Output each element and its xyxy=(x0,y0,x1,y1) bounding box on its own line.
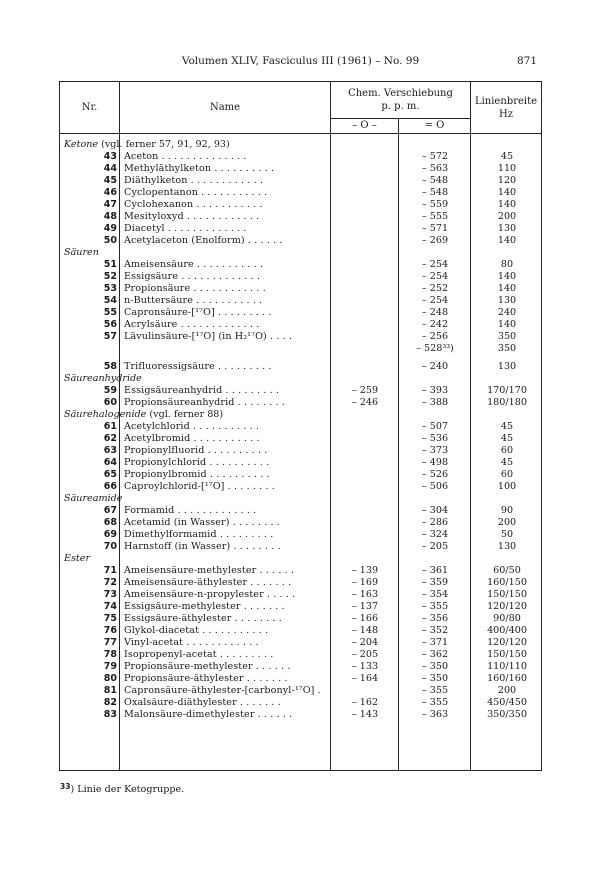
cell-shift-single-bond: – 259 xyxy=(351,385,379,396)
table-row xyxy=(60,235,543,247)
cell-name: n-Buttersäure . . . . . . . . . . . xyxy=(124,295,263,306)
section-label xyxy=(64,139,230,151)
section-heading xyxy=(60,553,543,565)
cell-name: Propionsäure-äthylester . . . . . . . xyxy=(124,673,288,684)
cell-nr: 54 xyxy=(103,295,117,306)
footnote-text: ) Linie der Ketogruppe. xyxy=(70,784,185,795)
cell-linewidth: 350 xyxy=(497,343,517,354)
cell-linewidth: 200 xyxy=(497,517,517,528)
cell-shift-double-bond: – 352 xyxy=(421,625,449,636)
section-title: Ketone xyxy=(64,139,99,150)
cell-shift-single-bond: – 143 xyxy=(351,709,379,720)
cell-nr: 56 xyxy=(103,319,117,330)
section-heading xyxy=(60,493,543,505)
header-nr: Nr. xyxy=(81,102,98,113)
table-row xyxy=(60,685,543,697)
cell-nr: 57 xyxy=(103,331,117,342)
cell-linewidth: 120/120 xyxy=(487,637,527,648)
header-shift-col2: = O xyxy=(424,120,445,131)
cell-name: Formamid . . . . . . . . . . . . . xyxy=(124,505,257,516)
section-label xyxy=(64,247,99,259)
cell-shift-double-bond: – 350 xyxy=(421,673,449,684)
cell-linewidth: 130 xyxy=(497,223,517,234)
cell-shift-double-bond: – 498 xyxy=(421,457,449,468)
cell-name: Cyclohexanon . . . . . . . . . . . xyxy=(124,199,263,210)
cell-shift-double-bond: – 371 xyxy=(421,637,449,648)
table-row xyxy=(60,649,543,661)
table-row xyxy=(60,361,543,373)
cell-shift-double-bond: – 240 xyxy=(421,361,449,372)
cell-nr: 60 xyxy=(103,397,117,408)
cell-shift-double-bond: – 254 xyxy=(421,271,449,282)
cell-shift-double-bond: – 248 xyxy=(421,307,449,318)
cell-name: Propionylchlorid . . . . . . . . . . xyxy=(124,457,270,468)
cell-nr: 50 xyxy=(103,235,117,246)
cell-name: Acetylaceton (Enolform) . . . . . . xyxy=(124,235,283,246)
cell-linewidth: 60 xyxy=(500,445,514,456)
cell-linewidth: 80 xyxy=(500,259,514,270)
table-row xyxy=(60,175,543,187)
cell-nr: 47 xyxy=(103,199,117,210)
cell-name: Propionsäureanhydrid . . . . . . . . xyxy=(124,397,285,408)
cell-shift-double-bond: – 363 xyxy=(421,709,449,720)
cell-nr: 68 xyxy=(103,517,117,528)
cell-nr: 51 xyxy=(103,259,117,270)
section-title: Säureamide xyxy=(64,493,123,504)
cell-name: Malonsäure-dimethylester . . . . . . xyxy=(124,709,293,720)
table-row xyxy=(60,319,543,331)
cell-name: Acetylbromid . . . . . . . . . . . xyxy=(124,433,260,444)
table-row xyxy=(60,331,543,343)
cell-nr: 70 xyxy=(103,541,117,552)
table-row xyxy=(60,625,543,637)
cell-shift-single-bond: – 204 xyxy=(351,637,379,648)
cell-name: Aceton . . . . . . . . . . . . . . xyxy=(124,151,247,162)
cell-linewidth: 140 xyxy=(497,319,517,330)
cell-name: Ameisensäure-n-propylester . . . . . xyxy=(124,589,296,600)
section-label xyxy=(64,553,90,565)
cell-shift-single-bond: – 246 xyxy=(351,397,379,408)
cell-name: Trifluoressigsäure . . . . . . . . . xyxy=(124,361,272,372)
cell-name: Lävulinsäure-[¹⁷O] (in H₂¹⁷O) . . . . xyxy=(124,331,293,342)
cell-name: Propionylfluorid . . . . . . . . . . xyxy=(124,445,268,456)
cell-nr: 62 xyxy=(103,433,117,444)
cell-nr: 79 xyxy=(103,661,117,672)
table-row xyxy=(60,271,543,283)
cell-shift-double-bond: – 254 xyxy=(421,295,449,306)
cell-name: Diäthylketon . . . . . . . . . . . . xyxy=(124,175,264,186)
cell-shift-double-bond: – 324 xyxy=(421,529,449,540)
cell-shift-double-bond: – 507 xyxy=(421,421,449,432)
cell-name: Capronsäure-äthylester-[carbonyl-¹⁷O] . xyxy=(124,685,321,696)
cell-name: Capronsäure-[¹⁷O] . . . . . . . . . xyxy=(124,307,272,318)
cell-shift-double-bond: – 548 xyxy=(421,187,449,198)
cell-linewidth: 150/150 xyxy=(487,649,527,660)
cell-name: Propionsäure-methylester . . . . . . xyxy=(124,661,291,672)
table-row xyxy=(60,673,543,685)
cell-linewidth: 110 xyxy=(497,163,517,174)
table-row xyxy=(60,163,543,175)
cell-shift-single-bond: – 148 xyxy=(351,625,379,636)
table-row xyxy=(60,709,543,721)
cell-nr: 44 xyxy=(103,163,117,174)
table-row xyxy=(60,283,543,295)
table-row xyxy=(60,295,543,307)
cell-nr: 52 xyxy=(103,271,117,282)
table-row xyxy=(60,481,543,493)
cell-linewidth: 50 xyxy=(500,529,514,540)
cell-shift-double-bond: – 350 xyxy=(421,661,449,672)
cell-nr: 72 xyxy=(103,577,117,588)
cell-shift-double-bond: – 356 xyxy=(421,613,449,624)
table-row xyxy=(60,697,543,709)
cell-name: Caproylchlorid-[¹⁷O] . . . . . . . . xyxy=(124,481,275,492)
header-shift-col1: – O – xyxy=(352,120,377,131)
cell-nr: 49 xyxy=(103,223,117,234)
cell-nr: 43 xyxy=(103,151,117,162)
section-title: Säuren xyxy=(64,247,99,258)
footnote xyxy=(60,782,184,795)
section-title: Ester xyxy=(64,553,91,564)
cell-linewidth: 140 xyxy=(497,187,517,198)
cell-shift-double-bond: – 304 xyxy=(421,505,449,516)
cell-linewidth: 150/150 xyxy=(487,589,527,600)
cell-linewidth: 200 xyxy=(497,685,517,696)
table-row xyxy=(60,565,543,577)
table-row xyxy=(60,469,543,481)
header-shift-unit: p. p. m. xyxy=(381,101,420,112)
cell-name: Ameisensäure-äthylester . . . . . . . xyxy=(124,577,292,588)
cell-shift-single-bond: – 137 xyxy=(351,601,379,612)
table-row xyxy=(60,151,543,163)
cell-linewidth: 140 xyxy=(497,199,517,210)
cell-shift-double-bond: – 362 xyxy=(421,649,449,660)
header-subrule xyxy=(330,118,470,119)
cell-linewidth: 140 xyxy=(497,271,517,282)
cell-shift-double-bond: – 548 xyxy=(421,175,449,186)
cell-shift-single-bond: – 163 xyxy=(351,589,379,600)
running-title: Volumen XLIV, Fasciculus III (1961) – No. 99 xyxy=(181,55,420,67)
cell-shift-double-bond: – 269 xyxy=(421,235,449,246)
cell-name: Essigsäure-methylester . . . . . . . xyxy=(124,601,285,612)
cell-linewidth: 160/150 xyxy=(487,577,527,588)
cell-shift-double-bond: – 355 xyxy=(421,685,449,696)
header-linewidth: Linienbreite xyxy=(474,96,538,107)
table-row xyxy=(60,541,543,553)
cell-nr: 46 xyxy=(103,187,117,198)
cell-nr: 48 xyxy=(103,211,117,222)
cell-nr: 80 xyxy=(103,673,117,684)
section-label xyxy=(64,373,142,385)
cell-linewidth: 100 xyxy=(497,481,517,492)
cell-shift-double-bond: – 256 xyxy=(421,331,449,342)
cell-linewidth: 45 xyxy=(500,457,514,468)
cell-shift-double-bond: – 355 xyxy=(421,601,449,612)
cell-linewidth: 140 xyxy=(497,235,517,246)
cell-linewidth: 350 xyxy=(497,331,517,342)
cell-shift-double-bond: – 286 xyxy=(421,517,449,528)
section-note: (vgl. ferner 88) xyxy=(146,409,224,420)
cell-nr: 74 xyxy=(103,601,117,612)
table-row xyxy=(60,601,543,613)
cell-nr: 78 xyxy=(103,649,117,660)
cell-name: Glykol-diacetat . . . . . . . . . . . xyxy=(124,625,269,636)
cell-nr: 75 xyxy=(103,613,117,624)
table-row xyxy=(60,505,543,517)
cell-shift-double-bond: – 559 xyxy=(421,199,449,210)
cell-nr: 66 xyxy=(103,481,117,492)
cell-shift-double-bond: – 359 xyxy=(421,577,449,588)
cell-shift-double-bond: – 506 xyxy=(421,481,449,492)
table-row xyxy=(60,661,543,673)
cell-name: Diacetyl . . . . . . . . . . . . . xyxy=(124,223,247,234)
cell-shift-double-bond: – 526 xyxy=(421,469,449,480)
page-number: 871 xyxy=(516,55,537,67)
cell-name: Ameisensäure . . . . . . . . . . . xyxy=(124,259,264,270)
cell-name: Acrylsäure . . . . . . . . . . . . . xyxy=(124,319,260,330)
cell-linewidth: 450/450 xyxy=(487,697,527,708)
table-row xyxy=(60,211,543,223)
section-heading xyxy=(60,373,543,385)
table-row xyxy=(60,529,543,541)
cell-name: Acetamid (in Wasser) . . . . . . . . xyxy=(124,517,280,528)
cell-nr: 71 xyxy=(103,565,117,576)
table-row xyxy=(60,307,543,319)
cell-name: Essigsäure-äthylester . . . . . . . . xyxy=(124,613,282,624)
cell-name: Ameisensäure-methylester . . . . . . xyxy=(124,565,295,576)
cell-nr: 59 xyxy=(103,385,117,396)
cell-shift-single-bond: – 166 xyxy=(351,613,379,624)
table-row xyxy=(60,577,543,589)
cell-shift-single-bond: – 164 xyxy=(351,673,379,684)
cell-nr: 65 xyxy=(103,469,117,480)
cell-linewidth: 140 xyxy=(497,283,517,294)
cell-linewidth: 160/160 xyxy=(487,673,527,684)
section-heading xyxy=(60,139,543,151)
header-bottom-rule xyxy=(60,133,541,134)
table-row xyxy=(60,445,543,457)
table-row xyxy=(60,589,543,601)
cell-shift-double-bond: – 242 xyxy=(421,319,449,330)
cell-linewidth: 170/170 xyxy=(487,385,527,396)
cell-nr: 83 xyxy=(103,709,117,720)
cell-name: Dimethylformamid . . . . . . . . . xyxy=(124,529,274,540)
table-row xyxy=(60,343,543,355)
cell-shift-single-bond: – 169 xyxy=(351,577,379,588)
section-title: Säureanhydride xyxy=(64,373,142,384)
cell-shift-double-bond: – 254 xyxy=(421,259,449,270)
cell-linewidth: 45 xyxy=(500,151,514,162)
table-row xyxy=(60,223,543,235)
running-head xyxy=(0,55,601,69)
cell-linewidth: 240 xyxy=(497,307,517,318)
cell-name: Acetylchlorid . . . . . . . . . . . xyxy=(124,421,260,432)
table-row xyxy=(60,433,543,445)
header-name: Name xyxy=(209,102,241,113)
cell-shift-single-bond: – 133 xyxy=(351,661,379,672)
cell-shift-single-bond: – 139 xyxy=(351,565,379,576)
cell-linewidth: 180/180 xyxy=(487,397,527,408)
cell-nr: 58 xyxy=(103,361,117,372)
cell-nr: 63 xyxy=(103,445,117,456)
table-row xyxy=(60,517,543,529)
cell-linewidth: 45 xyxy=(500,433,514,444)
table-row xyxy=(60,421,543,433)
table-row xyxy=(60,199,543,211)
cell-linewidth: 130 xyxy=(497,541,517,552)
cell-nr: 61 xyxy=(103,421,117,432)
cell-linewidth: 400/400 xyxy=(487,625,527,636)
cell-shift-double-bond: – 361 xyxy=(421,565,449,576)
section-note: (vgl. ferner 57, 91, 92, 93) xyxy=(98,139,230,150)
cell-shift-double-bond: – 563 xyxy=(421,163,449,174)
cell-shift-double-bond: – 205 xyxy=(421,541,449,552)
footnote-mark: 33 xyxy=(60,782,71,791)
cell-nr: 81 xyxy=(103,685,117,696)
cell-nr: 64 xyxy=(103,457,117,468)
cell-nr: 82 xyxy=(103,697,117,708)
cell-nr: 55 xyxy=(103,307,117,318)
cell-nr: 53 xyxy=(103,283,117,294)
cell-linewidth: 90/80 xyxy=(493,613,521,624)
cell-shift-double-bond: – 555 xyxy=(421,211,449,222)
table-row xyxy=(60,259,543,271)
cell-shift-double-bond: – 355 xyxy=(421,697,449,708)
nmr-table xyxy=(59,81,542,771)
cell-linewidth: 200 xyxy=(497,211,517,222)
cell-shift-double-bond: – 252 xyxy=(421,283,449,294)
cell-shift-double-bond: – 572 xyxy=(421,151,449,162)
cell-linewidth: 60/50 xyxy=(493,565,521,576)
cell-nr: 45 xyxy=(103,175,117,186)
cell-linewidth: 45 xyxy=(500,421,514,432)
cell-shift-double-bond: – 571 xyxy=(421,223,449,234)
cell-name: Mesityloxyd . . . . . . . . . . . . xyxy=(124,211,260,222)
cell-shift-single-bond: – 205 xyxy=(351,649,379,660)
cell-nr: 67 xyxy=(103,505,117,516)
cell-linewidth: 60 xyxy=(500,469,514,480)
cell-nr: 77 xyxy=(103,637,117,648)
cell-shift-double-bond: – 373 xyxy=(421,445,449,456)
section-heading xyxy=(60,247,543,259)
cell-linewidth: 110/110 xyxy=(487,661,527,672)
cell-name: Oxalsäure-diäthylester . . . . . . . xyxy=(124,697,281,708)
cell-nr: 69 xyxy=(103,529,117,540)
cell-linewidth: 130 xyxy=(497,295,517,306)
cell-linewidth: 90 xyxy=(500,505,514,516)
cell-linewidth: 130 xyxy=(497,361,517,372)
cell-nr: 73 xyxy=(103,589,117,600)
cell-name: Vinyl-acetat . . . . . . . . . . . . xyxy=(124,637,259,648)
cell-shift-double-bond: – 388 xyxy=(421,397,449,408)
section-heading xyxy=(60,409,543,421)
cell-name: Propionylbromid . . . . . . . . . . xyxy=(124,469,270,480)
table-body xyxy=(60,139,543,721)
cell-shift-double-bond: – 393 xyxy=(421,385,449,396)
cell-name: Harnstoff (in Wasser) . . . . . . . . xyxy=(124,541,281,552)
cell-shift-single-bond: – 162 xyxy=(351,697,379,708)
cell-name: Propionsäure . . . . . . . . . . . . xyxy=(124,283,266,294)
table-row xyxy=(60,385,543,397)
table-row xyxy=(60,637,543,649)
cell-name: Essigsäure . . . . . . . . . . . . . xyxy=(124,271,261,282)
header-linewidth-unit: Hz xyxy=(499,109,513,120)
cell-name: Essigsäureanhydrid . . . . . . . . . xyxy=(124,385,280,396)
table-row xyxy=(60,613,543,625)
cell-linewidth: 120/120 xyxy=(487,601,527,612)
cell-name: Methyläthylketon . . . . . . . . . . xyxy=(124,163,275,174)
table-row xyxy=(60,457,543,469)
cell-shift-double-bond: – 354 xyxy=(421,589,449,600)
cell-shift-double-bond: – 536 xyxy=(421,433,449,444)
table-row xyxy=(60,187,543,199)
cell-linewidth: 120 xyxy=(497,175,517,186)
cell-linewidth: 350/350 xyxy=(487,709,527,720)
cell-nr: 76 xyxy=(103,625,117,636)
cell-name: Cyclopentanon . . . . . . . . . . . xyxy=(124,187,268,198)
section-label xyxy=(64,493,122,505)
table-row xyxy=(60,397,543,409)
cell-shift-double-bond: – 528³³) xyxy=(416,343,454,354)
header-shift-group: Chem. Verschiebung xyxy=(348,88,453,99)
section-label xyxy=(64,409,223,421)
cell-name: Isopropenyl-acetat . . . . . . . . . xyxy=(124,649,274,660)
section-title: Säurehalogenide xyxy=(64,409,147,420)
